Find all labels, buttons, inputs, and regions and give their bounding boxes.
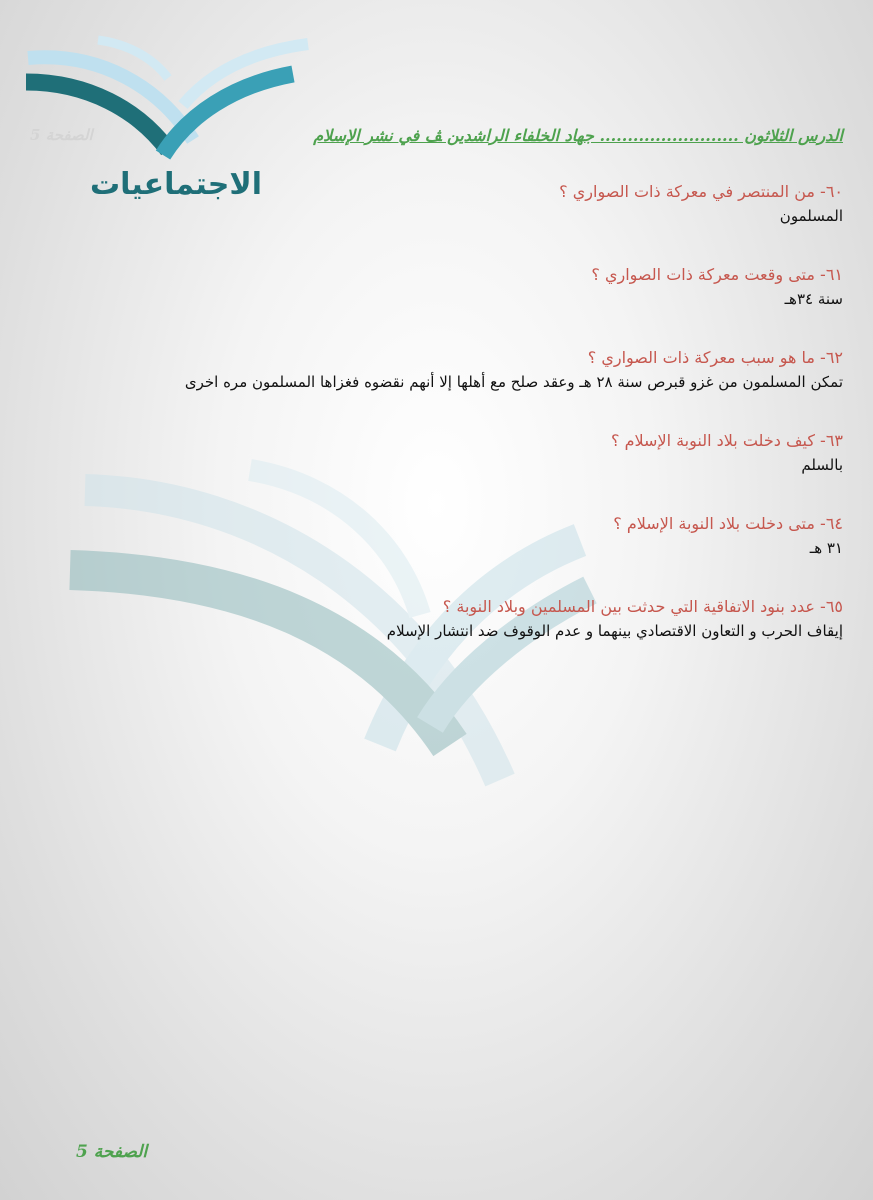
qa-item: [18, 180, 843, 263]
question: ٦٣- كيف دخلت بلاد النوبة الإسلام ؟: [611, 431, 843, 450]
lesson-title: الدرس الثلاثون ......................... جهاد الخلفاء الراشدين ﭫ في نشر الإسلام: [313, 126, 843, 145]
logo-text: الاجتماعيات: [89, 167, 263, 202]
question: ٦٥- عدد بنود الاتفاقية التي حدثت بين المسلمين وبلاد النوبة ؟: [442, 597, 843, 616]
answer: تمكن المسلمون من غزو قبرص سنة ٢٨ هـ وعقد صلح مع أهلها إلا أنهم نقضوه فغزاها المسلمون مره اخرى: [184, 373, 843, 391]
logo-wings-icon: [18, 30, 318, 180]
answer: سنة ٣٤هـ: [784, 290, 843, 308]
question: ٦٢- ما هو سبب معركة ذات الصواري ؟: [587, 348, 843, 367]
qa-item: [18, 595, 843, 678]
qa-list: [18, 180, 843, 678]
question: ٦٠- من المنتصر في معركة ذات الصواري ؟: [559, 182, 843, 201]
qa-item: [18, 429, 843, 512]
question: ٦١- متى وقعت معركة ذات الصواري ؟: [591, 265, 843, 284]
answer: ٣١ هـ: [809, 539, 843, 557]
answer: المسلمون: [779, 207, 843, 225]
page-number: الصفحة 5: [76, 1142, 148, 1162]
question: ٦٤- متى دخلت بلاد النوبة الإسلام ؟: [613, 514, 843, 533]
answer: بالسلم: [801, 456, 843, 474]
qa-item: [18, 263, 843, 346]
ghost-page-label: الصفحة 5: [30, 126, 93, 144]
logo: [18, 30, 318, 202]
qa-item: [18, 346, 843, 429]
qa-item: [18, 512, 843, 595]
answer: إيقاف الحرب و التعاون الاقتصادي بينهما و عدم الوقوف ضد انتشار الإسلام: [386, 622, 843, 640]
